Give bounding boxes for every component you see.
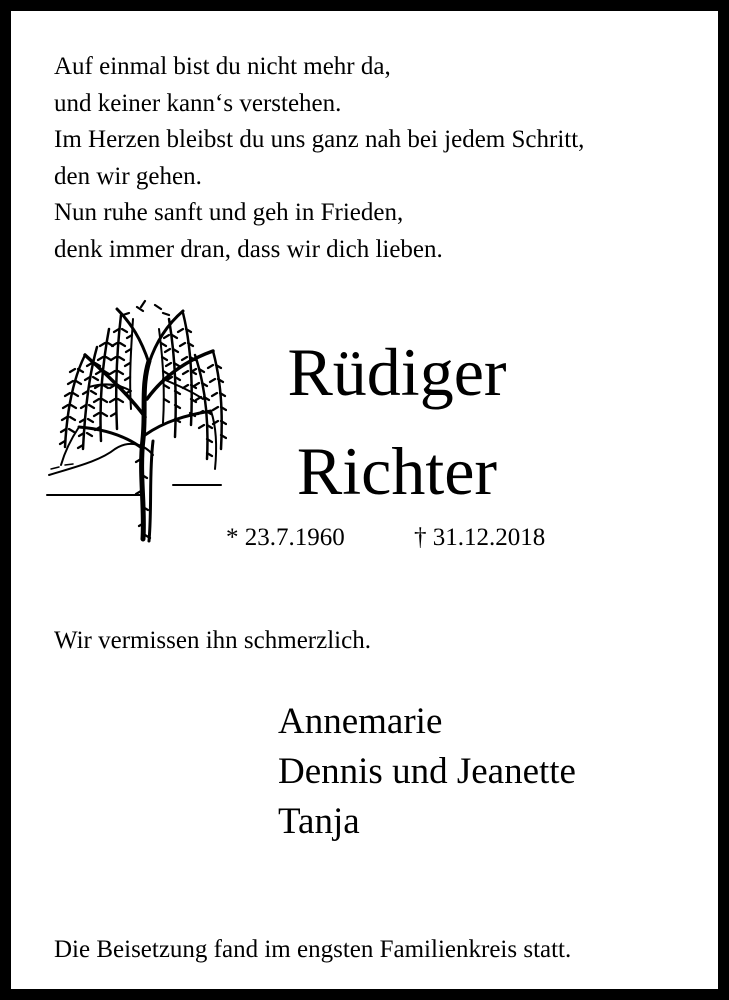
deceased-first-name: Rüdiger: [287, 334, 507, 410]
mourner-name: Annemarie: [278, 701, 443, 742]
poem-line: Auf einmal bist du nicht mehr da,: [54, 53, 391, 80]
poem-line: den wir gehen.: [54, 162, 202, 190]
poem-line: und keiner kann‘s verstehen.: [54, 89, 342, 117]
closing-line: Wir vermissen ihn schmerzlich.: [54, 627, 371, 654]
mourner-name: Tanja: [278, 801, 360, 842]
weeping-willow-icon: [45, 299, 227, 545]
mourner-name: Dennis und Jeanette: [278, 751, 576, 792]
poem-line: denk immer dran, dass wir dich lieben.: [54, 235, 443, 263]
mourners-list: [278, 697, 576, 847]
death-date: † 31.12.2018: [414, 524, 546, 551]
poem-line: Im Herzen bleibst du uns ganz nah bei jedem Schritt,: [54, 126, 585, 153]
poem: [54, 49, 584, 268]
poem-line: Nun ruhe sanft und geh in Frieden,: [54, 199, 404, 226]
deceased-last-name: Richter: [296, 433, 498, 509]
funeral-note: Die Beisetzung fand im engsten Familienkreis statt.: [54, 936, 572, 963]
birth-date: * 23.7.1960: [226, 524, 345, 551]
